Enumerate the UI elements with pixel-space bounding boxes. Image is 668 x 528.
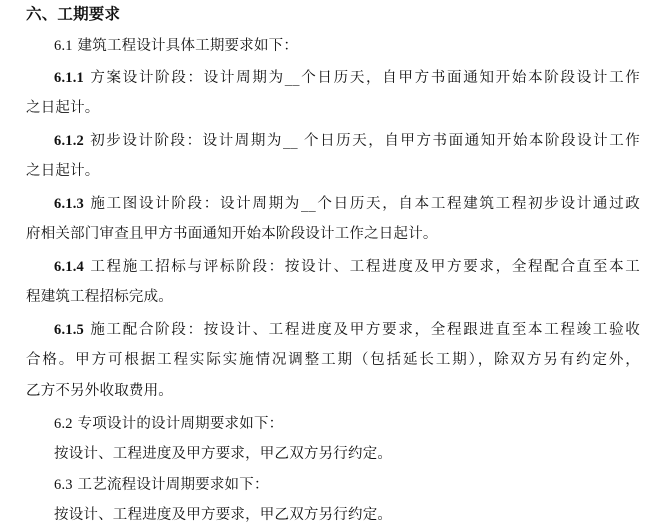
item-text: 方案设计阶段：设计周期为__个日历天，自甲方书面通知开始本阶段设计工作 (90, 70, 641, 86)
item-text: 工艺流程设计周期要求如下： (77, 477, 269, 493)
item-text: 专项设计的设计周期要求如下： (77, 416, 284, 432)
item-number: 6.1 (54, 38, 73, 54)
item-number: 6.1.5 (54, 322, 84, 338)
item-text: 建筑工程设计具体工期要求如下： (77, 38, 299, 54)
item-6-1-3-line1 (54, 194, 640, 214)
item-6-1-1-line2: 之日起计。 (26, 100, 100, 116)
item-number: 6.1.2 (54, 133, 84, 149)
item-6-1-5-line3: 乙方不另外收取费用。 (26, 383, 173, 399)
item-6-2 (54, 414, 283, 434)
item-text: 施工图设计阶段：设计周期为__个日历天，自本工程建筑工程初步设计通过政 (90, 196, 641, 212)
item-6-3-body: 按设计、工程进度及甲方要求，甲乙双方另行约定。 (54, 507, 393, 523)
item-number: 6.3 (54, 477, 73, 493)
item-number: 6.1.1 (54, 70, 84, 86)
item-6-1-4-line1 (54, 257, 640, 277)
item-6-1-2-line2: 之日起计。 (26, 163, 100, 179)
item-6-1-4-line2: 程建筑工程招标完成。 (26, 289, 173, 305)
item-6-1 (54, 36, 298, 56)
item-number: 6.2 (54, 416, 73, 432)
item-text: 工程施工招标与评标阶段：按设计、工程进度及甲方要求，全程配合直至本工 (90, 259, 641, 275)
item-number: 6.1.3 (54, 196, 84, 212)
item-6-3 (54, 475, 269, 495)
item-text: 施工配合阶段：按设计、工程进度及甲方要求，全程跟进直至本工程竣工验收 (90, 322, 641, 338)
item-6-1-2-line1 (54, 131, 640, 151)
item-6-1-3-line2: 府相关部门审查且甲方书面通知开始本阶段设计工作之日起计。 (26, 226, 438, 242)
item-6-1-1-line1 (54, 68, 640, 88)
section-heading: 六、工期要求 (26, 5, 121, 23)
item-text: 初步设计阶段：设计周期为__ 个日历天，自甲方书面通知开始本阶段设计工作 (90, 133, 641, 149)
item-number: 6.1.4 (54, 259, 84, 275)
item-6-2-body: 按设计、工程进度及甲方要求，甲乙双方另行约定。 (54, 446, 393, 462)
item-6-1-5-line2: 合格。甲方可根据工程实际实施情况调整工期（包括延长工期），除双方另有约定外， (26, 352, 640, 368)
item-6-1-5-line1 (54, 320, 640, 340)
